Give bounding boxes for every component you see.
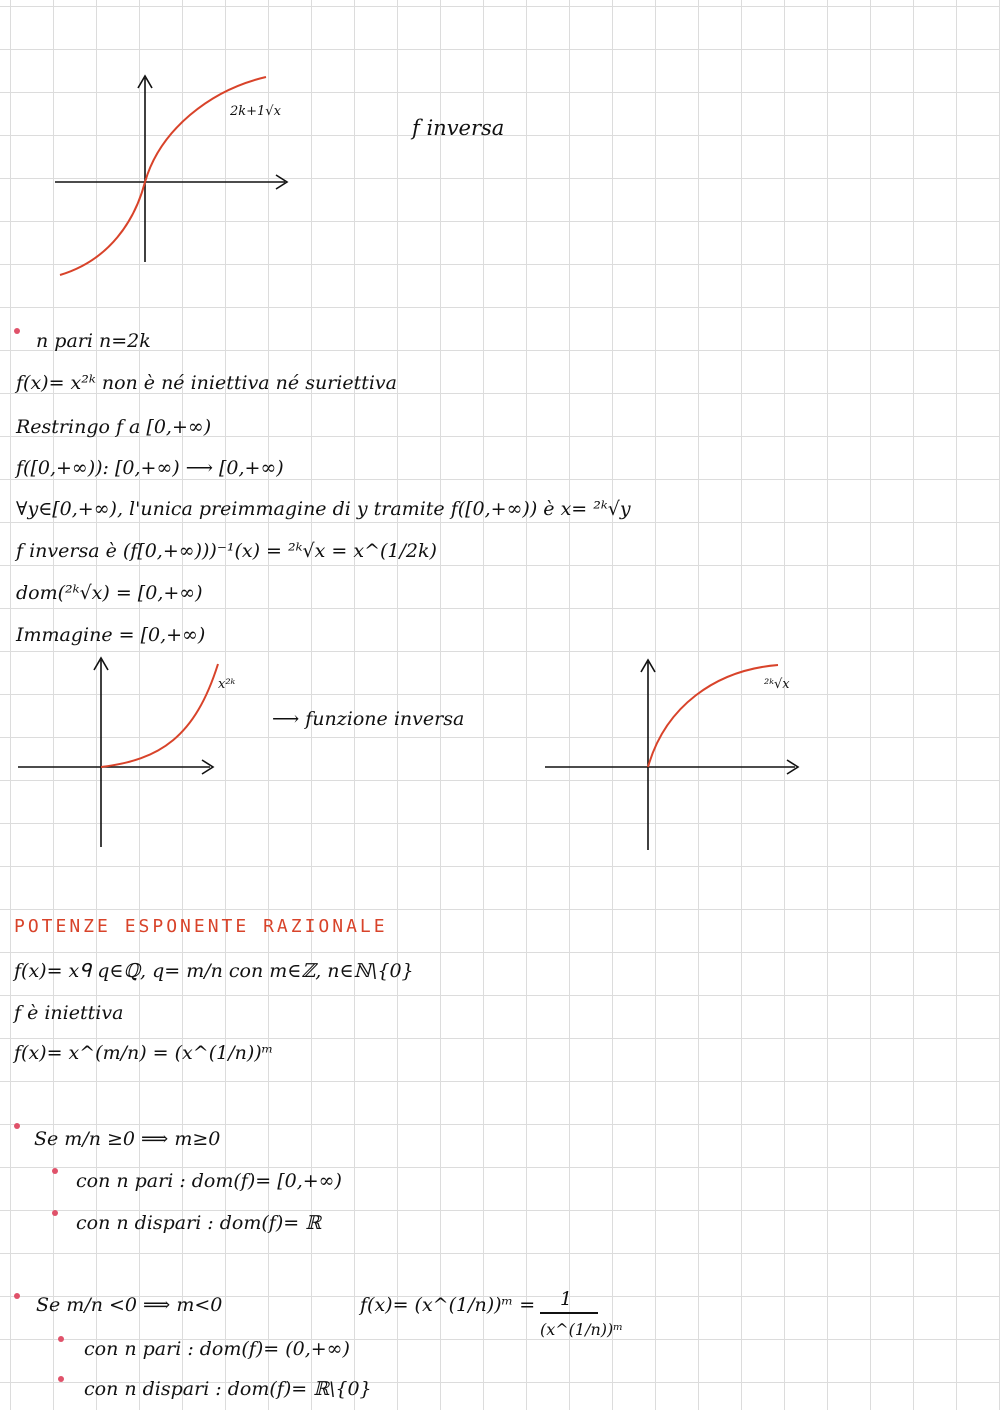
graph-even-root bbox=[540, 652, 820, 852]
case-negative-title: Se m/n <0 ⟹ m<0 bbox=[36, 1294, 223, 1316]
bullet-dot bbox=[14, 328, 20, 334]
even-bullet-text: n pari n=2k bbox=[36, 330, 151, 352]
case-positive-item-1: con n pari : dom(f)= [0,+∞) bbox=[76, 1170, 342, 1192]
section-heading: POTENZE ESPONENTE RAZIONALE bbox=[14, 916, 388, 937]
even-line-3: f([0,+∞)): [0,+∞) ⟶ [0,+∞) bbox=[16, 457, 284, 479]
even-line-5: f inversa è (f[0,+∞)))⁻¹(x) = ²ᵏ√x = x^(1/2k) bbox=[16, 540, 437, 562]
bullet-dot bbox=[14, 1123, 20, 1129]
fraction-bar bbox=[540, 1312, 598, 1314]
bullet-dot bbox=[58, 1336, 64, 1342]
case-negative-item-1: con n pari : dom(f)= (0,+∞) bbox=[84, 1338, 350, 1360]
bullet-dot bbox=[58, 1376, 64, 1382]
case-negative-item-2: con n dispari : dom(f)= ℝ\{0} bbox=[84, 1378, 372, 1400]
note-inverse: f inversa bbox=[412, 116, 505, 140]
fraction-numerator: 1 bbox=[560, 1288, 573, 1310]
graph2-curve-label: x²ᵏ bbox=[218, 677, 236, 692]
rational-line-3: f(x)= x^(m/n) = (x^(1/n))ᵐ bbox=[14, 1042, 274, 1064]
rational-line-2: f è iniettiva bbox=[14, 1002, 124, 1024]
graph3-curve-label: ²ᵏ√x bbox=[764, 677, 790, 692]
rational-line-1: f(x)= xᑫ q∈ℚ, q= m/n con m∈ℤ, n∈ℕ\{0} bbox=[14, 960, 414, 982]
case-negative-formula: f(x)= (x^(1/n))ᵐ = bbox=[360, 1294, 536, 1316]
even-line-1: f(x)= x²ᵏ non è né iniettiva né suriettiva bbox=[16, 372, 397, 394]
bullet-dot bbox=[14, 1293, 20, 1299]
bullet-dot bbox=[52, 1168, 58, 1174]
even-root-curve bbox=[648, 665, 778, 767]
bullet-dot bbox=[52, 1210, 58, 1216]
case-positive-item-2: con n dispari : dom(f)= ℝ bbox=[76, 1212, 321, 1234]
graph-odd-root bbox=[40, 60, 360, 350]
graph1-curve-label: 2k+1√x bbox=[230, 104, 281, 119]
case-positive-title: Se m/n ≥0 ⟹ m≥0 bbox=[34, 1128, 221, 1150]
even-line-4: ∀y∈[0,+∞), l'unica preimmagine di y tramite f([0,+∞)) è x= ²ᵏ√y bbox=[16, 498, 631, 520]
graph-even-power bbox=[10, 652, 270, 852]
even-power-curve bbox=[101, 664, 218, 767]
inverse-function-arrow-text: ⟶ funzione inversa bbox=[272, 708, 465, 730]
even-line-6: dom(²ᵏ√x) = [0,+∞) bbox=[16, 582, 203, 604]
fraction-denominator: (x^(1/n))ᵐ bbox=[540, 1320, 624, 1339]
even-line-2: Restringo f a [0,+∞) bbox=[16, 416, 212, 438]
even-line-7: Immagine = [0,+∞) bbox=[16, 624, 206, 646]
